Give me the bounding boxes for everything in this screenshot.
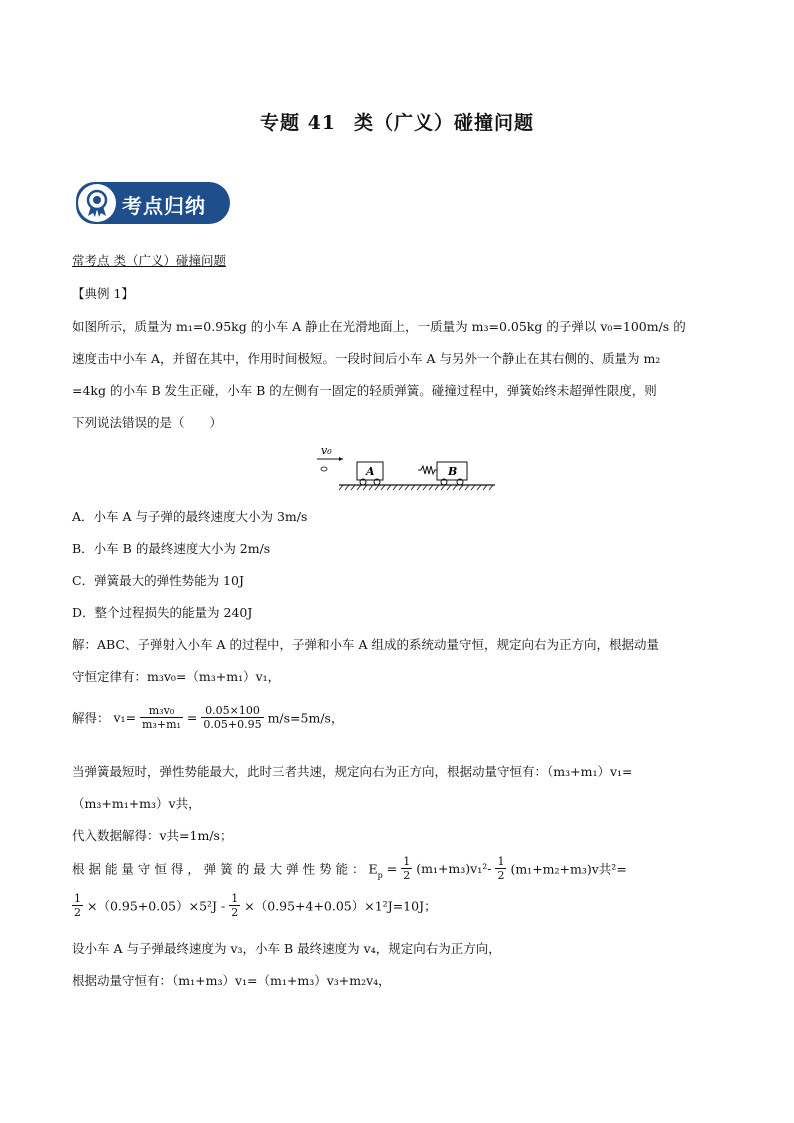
formula-2-sub: p <box>377 871 383 880</box>
frac-num: m₃v₀ <box>140 704 183 718</box>
formula-1-fraction-symbolic <box>140 704 183 731</box>
solution-line-5: （m₃+m₁+m₃）v共， <box>72 796 201 811</box>
option-b: B．小车 B 的最终速度大小为 2m/s <box>72 541 271 556</box>
half-fraction <box>229 892 240 919</box>
frac-den: 2 <box>74 906 81 919</box>
solution-formula-3 <box>72 892 437 919</box>
solution-line-6: 代入数据解得：v共=1m/s； <box>72 828 233 843</box>
example-label: 【典例 1】 <box>72 286 134 301</box>
formula-3-term-1: ×（0.95+0.05）×5²J - <box>86 898 226 914</box>
question-line-1: 如图所示，质量为 m₁=0.95kg 的小车 A 静止在光滑地面上，一质量为 m₃=0.05kg 的子弹以 v₀=100m/s 的 <box>72 319 686 334</box>
formula-2-eq: = <box>386 861 398 876</box>
cart-a-label: A <box>366 465 375 478</box>
collision-figure <box>315 445 500 493</box>
frac-den: m₃+m₁ <box>142 718 181 731</box>
formula-1-prefix: 解得： <box>72 710 110 726</box>
question-line-2: 速度击中小车 A，并留在其中，作用时间极短。一段时间后小车 A 与另外一个静止在其右侧的、质量为 m₂ <box>72 351 661 366</box>
badge-circle <box>78 184 116 222</box>
award-icon <box>82 188 112 218</box>
section-heading: 常考点 类（广义）碰撞问题 <box>72 253 226 268</box>
half-fraction <box>495 855 506 882</box>
frac-den: 2 <box>403 869 411 882</box>
half-fraction <box>401 855 412 882</box>
solution-line-4: 当弹簧最短时，弹性势能最大，此时三者共速，规定向右为正方向，根据动量守恒有：（m₃+m₁）v₁= <box>72 764 633 779</box>
frac-num: 1 <box>231 892 239 905</box>
bullet <box>321 467 327 471</box>
page-title <box>0 108 794 135</box>
solution-line-2: 守恒定律有：m₃v₀=（m₃+m₁）v₁， <box>72 669 281 684</box>
question-line-3: =4kg 的小车 B 发生正碰，小车 B 的左侧有一固定的轻质弹簧。碰撞过程中，弹簧始终未超弹性限度，则 <box>72 383 657 398</box>
title-text: 类（广义）碰撞问题 <box>354 112 535 134</box>
cart-b-label: B <box>448 465 458 478</box>
collision-diagram <box>315 445 500 496</box>
frac-num: 1 <box>497 855 505 868</box>
question-line-4: 下列说法错误的是（ ） <box>72 415 223 430</box>
formula-1-eq: = <box>186 710 198 725</box>
frac-num: 0.05×100 <box>201 704 263 718</box>
formula-3-term-2: ×（0.95+4+0.05）×1²J=10J； <box>244 898 437 914</box>
formula-2-prefix: 根 据 能 量 守 恒 得 ， 弹 簧 的 最 大 弹 性 势 能 ： E <box>72 861 378 877</box>
solution-line-10: 根据动量守恒有：（m₁+m₃）v₁=（m₁+m₃）v₃+m₂v₄， <box>72 973 391 988</box>
solution-formula-2 <box>72 855 627 882</box>
formula-2-term-1: (m₁+m₃)v₁²- <box>416 861 492 876</box>
option-a: A．小车 A 与子弹的最终速度大小为 3m/s <box>72 509 308 524</box>
solution-line-9: 设小车 A 与子弹最终速度为 v₃，小车 B 最终速度为 v₄，规定向右为正方向， <box>72 941 501 956</box>
solution-line-1: 解：ABC、子弹射入小车 A 的过程中，子弹和小车 A 组成的系统动量守恒，规定向右为正方向，根据动量 <box>72 637 659 652</box>
frac-num: 1 <box>74 892 81 905</box>
formula-1-fraction-numeric <box>201 704 263 731</box>
formula-1-lhs: v₁= <box>113 710 137 725</box>
frac-num: 1 <box>403 855 411 868</box>
section-badge <box>76 182 230 224</box>
title-number: 专题 41 <box>259 112 337 134</box>
option-d: D．整个过程损失的能量为 240J <box>72 605 253 620</box>
spring <box>418 466 437 474</box>
frac-den: 2 <box>231 906 239 919</box>
option-c: C．弹簧最大的弹性势能为 10J <box>72 573 244 588</box>
badge-label: 考点归纳 <box>122 194 206 218</box>
solution-formula-1 <box>72 704 343 731</box>
frac-den: 2 <box>497 869 505 882</box>
frac-den: 0.05+0.95 <box>203 718 262 731</box>
v0-label: v₀ <box>321 445 332 457</box>
formula-1-tail: m/s=5m/s， <box>267 710 344 726</box>
formula-2-term-2: (m₁+m₂+m₃)v共²= <box>510 861 627 877</box>
half-fraction <box>72 892 83 919</box>
